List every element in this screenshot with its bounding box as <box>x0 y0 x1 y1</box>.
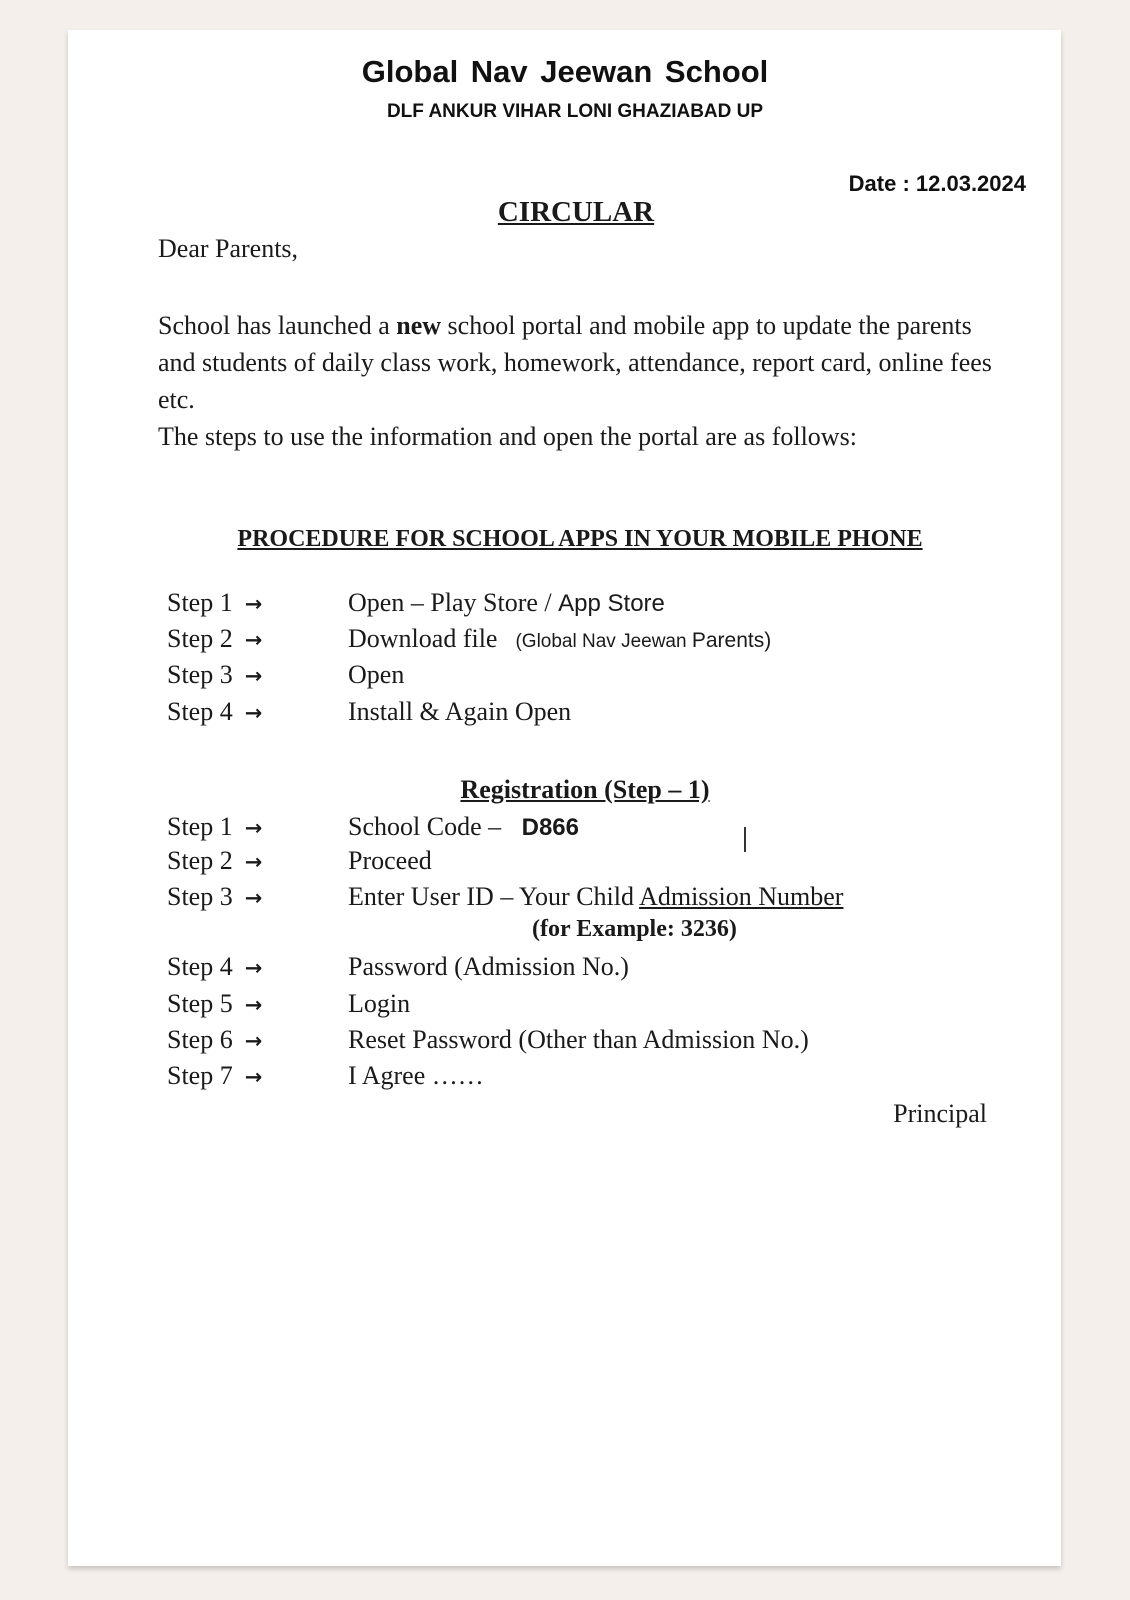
arrow-right-icon: → <box>244 701 263 725</box>
greeting: Dear Parents, <box>158 234 299 263</box>
procedure-step-1-label <box>167 588 262 618</box>
step-text: Download file <box>348 624 498 653</box>
arrow-right-icon: → <box>244 1029 263 1053</box>
app-name-main: (Global Nav Jeewan <box>515 631 687 652</box>
step-text: School Code – <box>348 812 508 841</box>
step-label-text: Step 4 <box>167 697 233 726</box>
arrow-right-icon: → <box>244 993 263 1017</box>
intro-text-line2: The steps to use the information and open the portal are as follows: <box>158 422 857 451</box>
arrow-right-icon: → <box>244 1065 263 1089</box>
procedure-step-4-label <box>167 697 262 727</box>
procedure-heading: PROCEDURE FOR SCHOOL APPS IN YOUR MOBILE PHONE <box>237 526 923 552</box>
registration-step-5-label <box>167 989 262 1019</box>
procedure-step-3-label <box>167 660 262 690</box>
step-label-text: Step 1 <box>167 588 233 617</box>
circular-title: CIRCULAR <box>497 196 655 228</box>
app-store-text: App Store <box>558 590 665 617</box>
step-label-text: Step 4 <box>167 952 233 981</box>
principal-signature: Principal <box>893 1099 987 1128</box>
registration-step-4-text: Password (Admission No.) <box>348 952 629 981</box>
arrow-right-icon: → <box>244 850 263 874</box>
arrow-right-icon: → <box>244 956 263 980</box>
step-label-text: Step 2 <box>167 624 233 653</box>
registration-step-3-text <box>348 882 843 912</box>
registration-step-1-text <box>348 812 579 842</box>
example-note: (for Example: 3236) <box>532 916 737 942</box>
procedure-step-2-text <box>348 624 771 654</box>
arrow-right-icon: → <box>244 816 263 840</box>
procedure-step-2-label <box>167 624 262 654</box>
intro-text-part1: School has launched a <box>158 311 397 340</box>
registration-step-7-label <box>167 1061 262 1091</box>
registration-step-4-label <box>167 952 262 982</box>
school-code: D866 <box>521 814 579 841</box>
procedure-step-1-text <box>348 588 665 618</box>
arrow-right-icon: → <box>244 664 263 688</box>
registration-step-1-label <box>167 812 262 842</box>
registration-step-5-text: Login <box>348 989 411 1018</box>
step-text: Enter User ID – Your Child <box>348 882 640 911</box>
intro-paragraph <box>158 307 1008 455</box>
registration-step-6-label <box>167 1025 262 1055</box>
app-name-parents: Parents) <box>691 629 772 652</box>
step-label-text: Step 5 <box>167 989 233 1018</box>
text-cursor-mark <box>744 827 746 852</box>
registration-step-3-label <box>167 882 262 912</box>
procedure-step-3-text: Open <box>348 660 405 689</box>
arrow-right-icon: → <box>244 628 263 652</box>
step-text: Open – Play Store / <box>348 588 559 617</box>
procedure-step-4-text: Install & Again Open <box>348 697 572 726</box>
registration-step-2-text: Proceed <box>348 846 432 875</box>
step-label-text: Step 7 <box>167 1061 233 1090</box>
step-label-text: Step 2 <box>167 846 233 875</box>
step-label-text: Step 6 <box>167 1025 233 1054</box>
admission-number-text: Admission Number <box>639 882 844 911</box>
app-name <box>515 631 771 652</box>
school-name: Global Nav Jeewan School <box>361 54 769 89</box>
circular-date: Date : 12.03.2024 <box>848 171 1026 196</box>
arrow-right-icon: → <box>244 886 263 910</box>
intro-text-part2: school portal and mobile app to update the parents and students of daily class work, homework, attendance, report card, online fees etc. <box>158 311 992 414</box>
registration-step-7-text: I Agree …… <box>348 1061 484 1090</box>
step-label-text: Step 3 <box>167 660 233 689</box>
school-address: DLF ANKUR VIHAR LONI GHAZIABAD UP <box>386 101 764 122</box>
step-label-text: Step 3 <box>167 882 233 911</box>
registration-heading: Registration (Step – 1) <box>460 775 710 804</box>
registration-step-6-text: Reset Password (Other than Admission No.) <box>348 1025 809 1054</box>
registration-step-2-label <box>167 846 262 876</box>
intro-text-bold: new <box>396 311 442 340</box>
step-label-text: Step 1 <box>167 812 233 841</box>
arrow-right-icon: → <box>244 592 263 616</box>
